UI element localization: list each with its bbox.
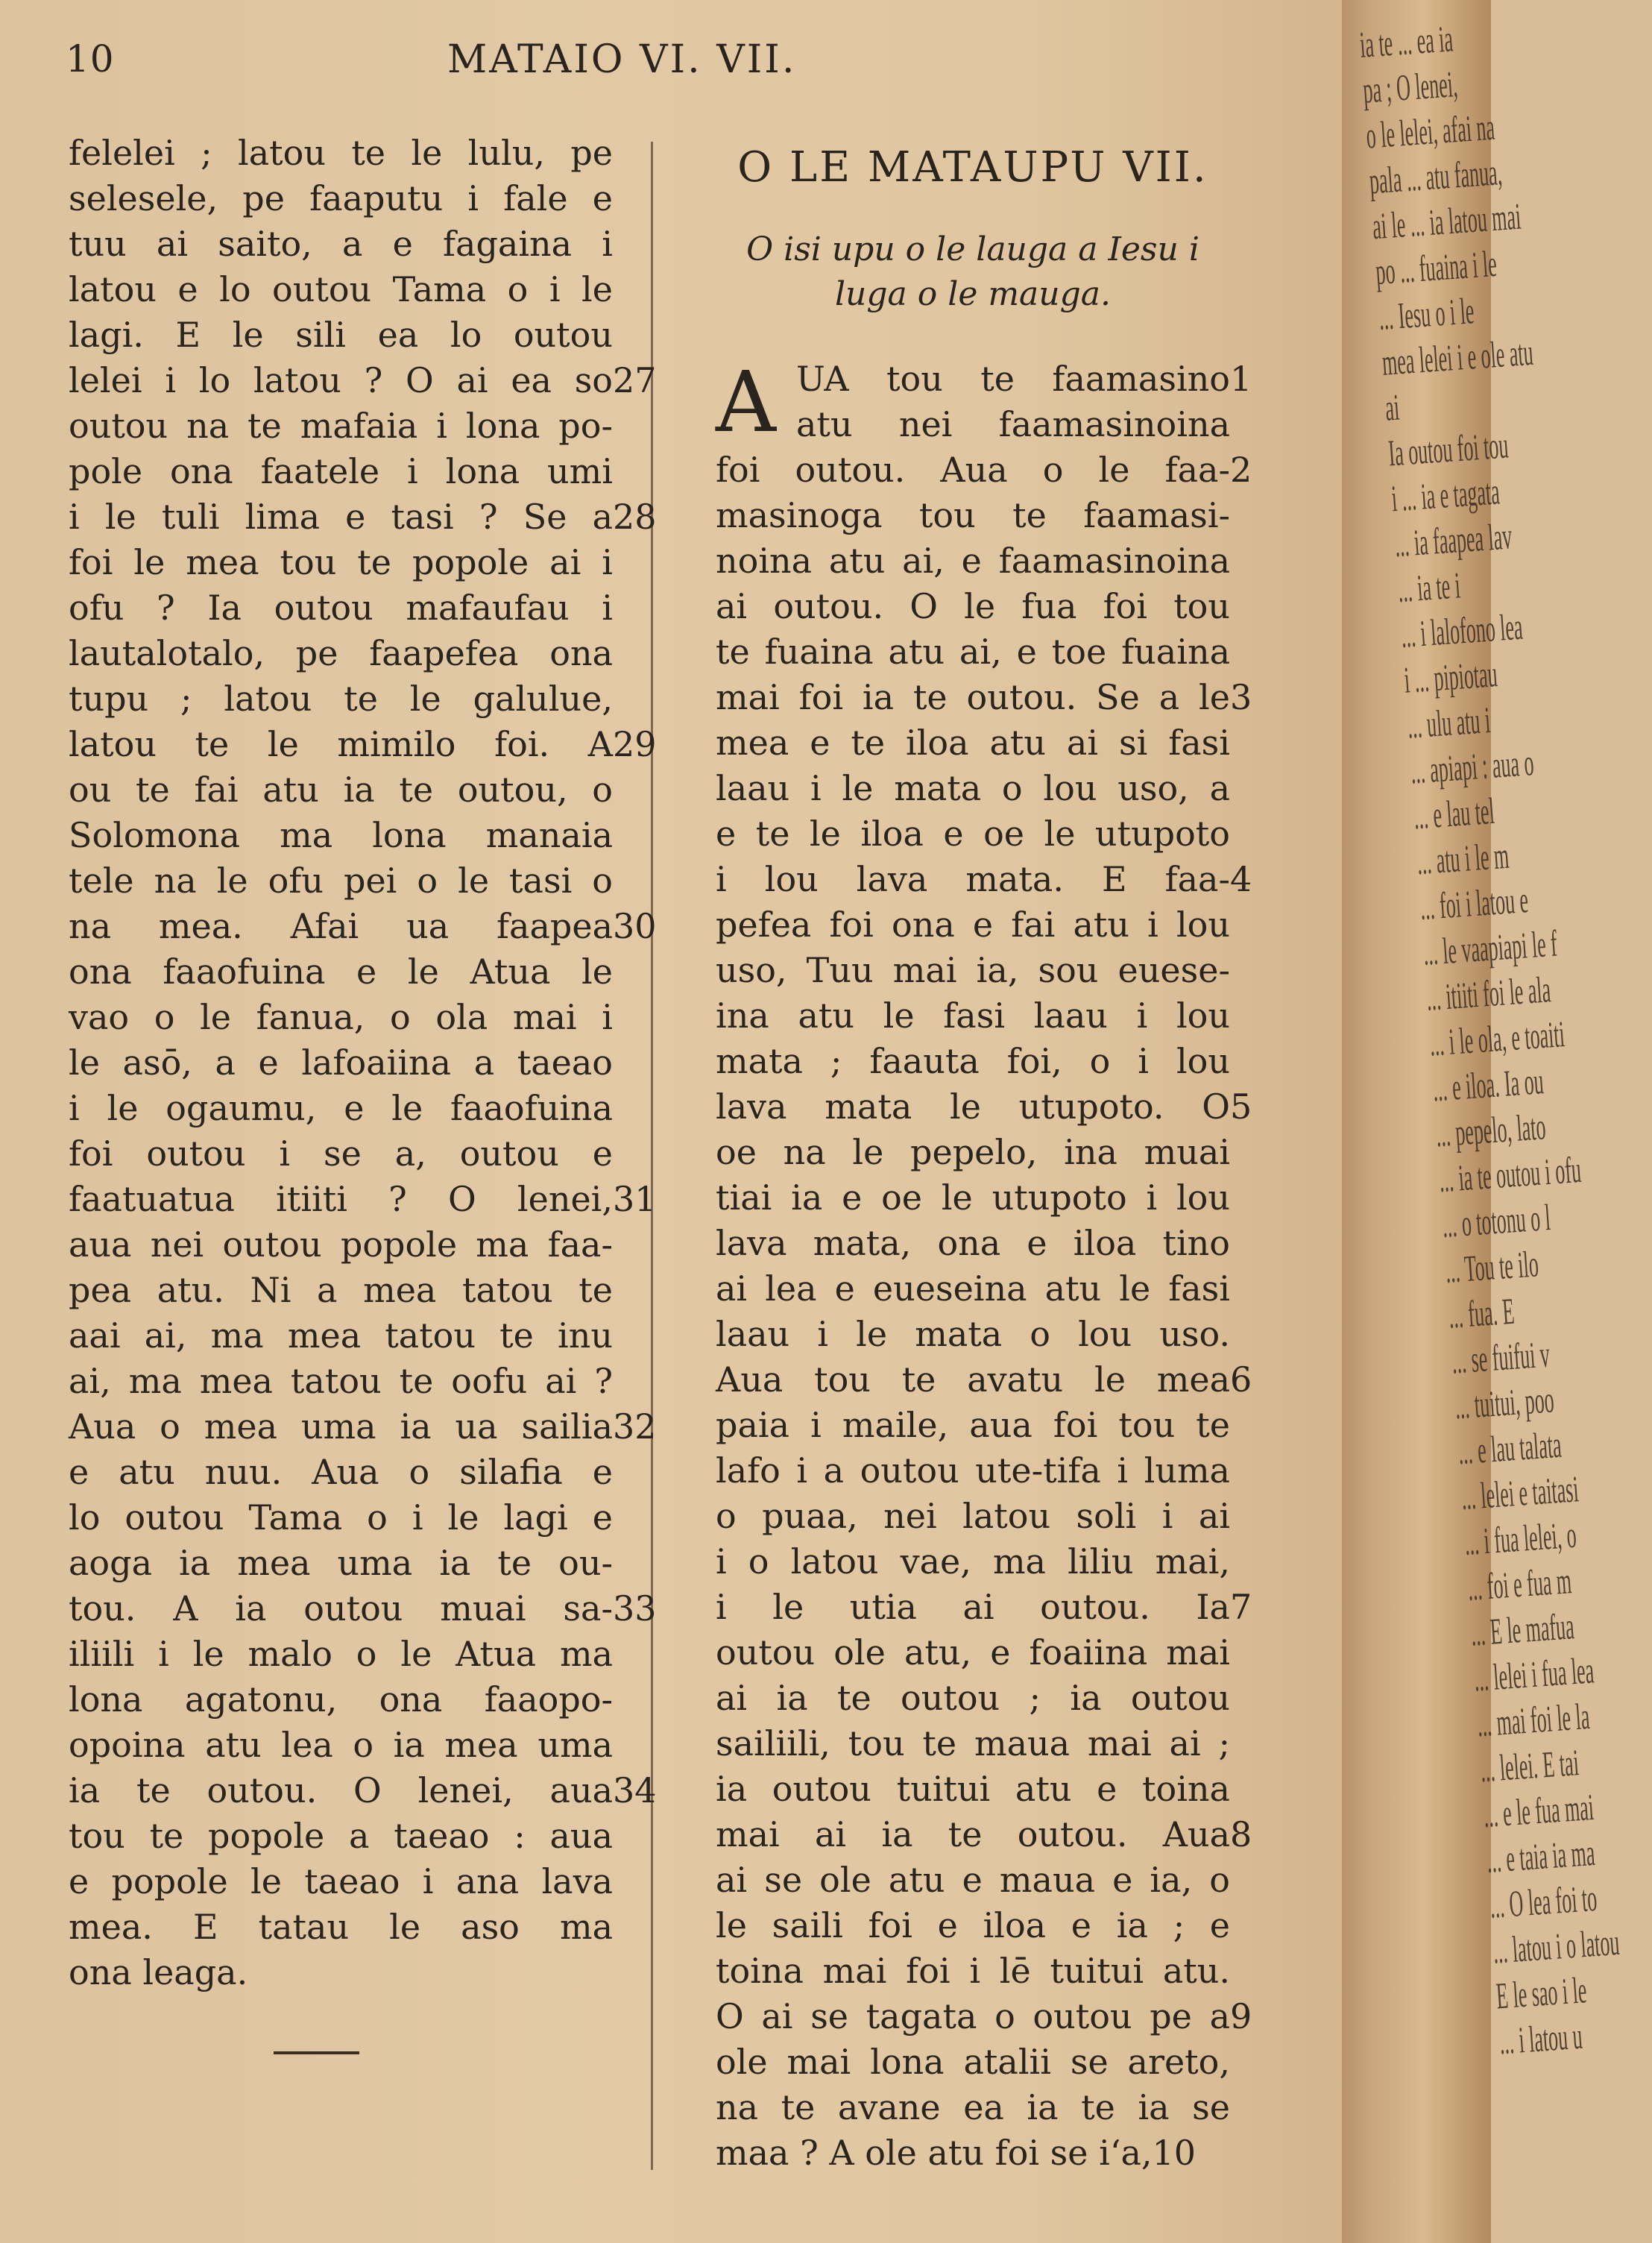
line-text: e te le iloa e oe le utupoto <box>716 814 1230 854</box>
verse-number: 5 <box>1230 1086 1252 1127</box>
text-line <box>716 675 1252 720</box>
facing-page-line: ... lelei i fua lea <box>1472 1649 1595 1699</box>
line-text: lona agatonu, ona faaopo- <box>69 1679 613 1720</box>
facing-page-line: ... fua. E <box>1447 1289 1516 1336</box>
text-line <box>716 2085 1230 2130</box>
line-text: sailiili, tou te maua mai ai ; <box>716 1723 1230 1764</box>
facing-page-line: ... lelei e taitasi <box>1460 1467 1580 1518</box>
line-text: laau i le mata o lou uso. <box>716 1314 1230 1354</box>
facing-page-line: ... e le fua mai <box>1482 1785 1595 1836</box>
text-line <box>716 538 1230 584</box>
text-line <box>716 1221 1230 1266</box>
line-text: ai, ma mea tatou te oofu ai ? <box>69 1361 613 1401</box>
line-text: tele na le ofu pei o le tasi o <box>69 861 613 901</box>
text-line <box>69 1632 613 1677</box>
text-line <box>69 1813 613 1859</box>
text-line <box>716 1448 1230 1494</box>
line-text: e atu nuu. Aua o silafia e <box>69 1452 613 1492</box>
text-line <box>716 1767 1230 1812</box>
line-text: o puaa, nei latou soli i ai <box>716 1496 1230 1536</box>
line-text: le saili foi e iloa e ia ; e <box>716 1905 1230 1945</box>
text-line <box>69 631 613 676</box>
verse-number: 32 <box>613 1406 657 1447</box>
text-line <box>716 766 1230 811</box>
text-line <box>716 447 1252 493</box>
line-text: Solomona ma lona manaia <box>69 815 613 855</box>
line-text: pefea foi ona e fai atu i lou <box>716 905 1230 945</box>
facing-page-line: ... e lau tel <box>1412 789 1496 837</box>
text-line <box>716 1903 1230 1948</box>
line-text: ai se ole atu e maua e ia, o <box>716 1860 1230 1900</box>
text-line <box>716 493 1230 538</box>
line-text: lava mata, ona e iloa tino <box>716 1223 1230 1263</box>
facing-page-line: ... lelei. E tai <box>1478 1741 1580 1790</box>
line-text: ai lea e eueseina atu le fasi <box>716 1268 1230 1309</box>
facing-page-line: ... i lalofono lea <box>1399 605 1525 655</box>
verse-number: 31 <box>613 1179 657 1219</box>
text-line <box>69 767 613 813</box>
facing-page-line: ... O lea foi to <box>1488 1876 1598 1926</box>
line-text: latou te le mimilo foi. A <box>69 724 613 764</box>
line-text: lelei i lo latou ? O ai ea so <box>69 360 613 400</box>
line-text: lagi. E le sili ea lo outou <box>69 315 613 355</box>
drop-cap: A <box>716 354 776 451</box>
line-text: i o latou vae, ma liliu mai, <box>716 1541 1230 1582</box>
line-text: ai ia te outou ; ia outou <box>716 1678 1230 1718</box>
line-text: Aua tou te avatu le mea <box>716 1359 1230 1400</box>
line-text: i le tuli lima e tasi ? Se a <box>69 497 613 537</box>
text-line <box>69 1222 613 1268</box>
text-line <box>69 1950 613 1995</box>
line-text: te fuaina atu ai, e toe fuaina <box>716 632 1230 672</box>
text-line <box>69 858 613 904</box>
line-text: aua nei outou popole ma faa- <box>69 1224 613 1265</box>
facing-page-line: i ... pipiotau <box>1402 652 1499 701</box>
text-line <box>716 1130 1230 1175</box>
right-column <box>716 354 1252 2176</box>
text-line <box>69 1450 613 1495</box>
text-line <box>69 1677 613 1723</box>
line-text: mai ai ia te outou. Aua <box>716 1814 1230 1855</box>
line-text: na te avane ea ia te ia se <box>716 2087 1230 2127</box>
text-line <box>69 1586 657 1632</box>
line-text: ina atu le fasi laau i lou <box>716 995 1230 1036</box>
text-line <box>716 2130 1230 2176</box>
text-line <box>716 1630 1230 1676</box>
text-line <box>69 403 613 449</box>
text-line <box>69 1723 613 1768</box>
text-line <box>716 356 1252 402</box>
facing-page-line: ... foi i latou e <box>1418 878 1530 928</box>
text-line <box>716 1994 1252 2039</box>
facing-page-line: ... atu i le m <box>1415 834 1510 883</box>
text-line <box>69 813 613 858</box>
text-line <box>69 130 613 176</box>
text-line <box>716 993 1230 1039</box>
line-text: UA tou te faamasino <box>796 359 1230 399</box>
line-text: outou ole atu, e foaiina mai <box>716 1632 1230 1673</box>
line-text: foi le mea tou te popole ai i <box>69 542 613 582</box>
verse-number: 10 <box>1152 2133 1197 2173</box>
text-line <box>69 312 613 358</box>
line-text: maa ? A ole atu foi se i‘a, <box>716 2133 1153 2173</box>
line-text: na mea. Afai ua faapea <box>69 906 613 946</box>
verse-number: 7 <box>1230 1587 1252 1627</box>
line-text: tupu ; latou te le galulue, <box>69 679 613 719</box>
line-text: latou e lo outou Tama o i le <box>69 269 613 309</box>
text-line <box>716 1539 1230 1585</box>
line-text: mata ; faauta foi, o i lou <box>716 1041 1230 1081</box>
line-text: i le ogaumu, e le faaofuina <box>69 1088 613 1128</box>
line-text: paia i maile, aua foi tou te <box>716 1405 1230 1445</box>
line-text: ona faaofuina e le Atua le <box>69 951 613 992</box>
text-line <box>716 1266 1230 1312</box>
text-line <box>716 811 1230 857</box>
facing-page-line: ... ia te outou i ofu <box>1437 1148 1583 1201</box>
line-text: aai ai, ma mea tatou te inu <box>69 1315 613 1356</box>
text-line <box>716 584 1230 629</box>
line-text: ofu ? Ia outou mafaufau i <box>69 588 613 628</box>
text-line <box>716 1312 1230 1357</box>
facing-page-line: ... i le ola, e toaiti <box>1428 1013 1566 1064</box>
facing-page-line: ... tuitui, poo <box>1453 1378 1556 1427</box>
line-text: tuu ai saito, a e fagaina i <box>69 224 613 264</box>
text-line <box>716 1948 1230 1994</box>
facing-page-line: ... E le mafua <box>1469 1605 1576 1654</box>
line-text: mea e te iloa atu ai si fasi <box>716 723 1230 763</box>
column-rule <box>651 142 653 2170</box>
text-line <box>69 1313 613 1359</box>
line-text: pea atu. Ni a mea tatou te <box>69 1270 613 1310</box>
facing-page-line: ... ia te i <box>1396 564 1462 611</box>
text-line <box>716 1403 1230 1448</box>
facing-page-line: ... Tou te ilo <box>1444 1242 1540 1291</box>
facing-page-line: ... foi e fua m <box>1466 1559 1573 1608</box>
text-line <box>716 1494 1230 1539</box>
text-line <box>69 1541 613 1586</box>
text-line <box>69 995 613 1040</box>
line-text: ia te outou. O lenei, aua <box>69 1770 613 1811</box>
text-line <box>716 1585 1252 1630</box>
text-line <box>716 1357 1252 1403</box>
verse-number: 34 <box>613 1770 657 1811</box>
text-line <box>69 904 657 949</box>
facing-page-line: ia te ... ea ia <box>1358 17 1454 66</box>
facing-page-line: ... i latou u <box>1498 2014 1584 2063</box>
facing-page-line: ... o totonu o l <box>1440 1196 1552 1245</box>
text-line <box>716 1857 1230 1903</box>
text-line <box>69 1040 613 1086</box>
line-text: aoga ia mea uma ia te ou- <box>69 1543 613 1583</box>
facing-page-line: o le lelei, afai na <box>1364 105 1496 157</box>
text-line <box>716 1039 1230 1084</box>
facing-page-line: ... e iloa. Ia ou <box>1431 1060 1545 1110</box>
verse-number: 8 <box>1230 1814 1252 1855</box>
facing-page-line: pa ; O lenei, <box>1361 62 1460 111</box>
line-text: i le utia ai outou. Ia <box>716 1587 1230 1627</box>
verse-number: 9 <box>1230 1996 1252 2036</box>
line-text: tou te popole a taeao : aua <box>69 1816 613 1856</box>
chapter-title: O LE MATAUPU VII. <box>737 143 1208 192</box>
facing-page-line: ... apiapi : aua o <box>1409 741 1536 792</box>
verse-number: 2 <box>1230 450 1252 490</box>
line-text: foi outou i se a, outou e <box>69 1133 613 1174</box>
line-text: selesele, pe faaputu i fale e <box>69 178 613 218</box>
line-text: toina mai foi i lē tuitui atu. <box>716 1951 1230 1991</box>
facing-page-line: ... ia faapea lav <box>1393 515 1513 565</box>
verse-number: 6 <box>1230 1359 1252 1400</box>
verse-number: 30 <box>613 906 657 946</box>
line-text: ona leaga. <box>69 1952 248 1992</box>
line-text: iliili i le malo o le Atua ma <box>69 1634 613 1674</box>
facing-page-line: pala ... atu fanua, <box>1367 151 1504 202</box>
text-line <box>716 1721 1230 1767</box>
text-line <box>69 1859 613 1904</box>
facing-page-line: ai le ... ia latou mai <box>1371 195 1522 248</box>
text-line <box>69 1131 613 1177</box>
facing-page-line: po ... fuaina i le <box>1374 242 1498 293</box>
text-line <box>69 1086 613 1131</box>
line-text: opoina atu lea o ia mea uma <box>69 1725 613 1765</box>
text-line <box>69 1404 657 1450</box>
facing-page-line: ... i fua lelei, o <box>1463 1513 1578 1563</box>
line-text: felelei ; latou te le lulu, pe <box>69 133 613 173</box>
text-line <box>716 902 1230 948</box>
text-line <box>69 1768 657 1813</box>
facing-page-line: ... e taia ia ma <box>1485 1831 1596 1881</box>
line-text: tiai ia e oe le utupoto i lou <box>716 1177 1230 1218</box>
page-number: 10 <box>66 37 115 81</box>
text-line <box>69 540 613 585</box>
line-text: lo outou Tama o i le lagi e <box>69 1497 613 1538</box>
facing-page-line: ... itiiti foi le ala <box>1425 968 1552 1019</box>
line-text: tou. A ia outou muai sa- <box>69 1588 613 1629</box>
facing-page-line: ... se fuifui v <box>1450 1333 1551 1382</box>
line-text: le asō, a e lafoaiina a taeao <box>69 1042 613 1083</box>
line-text: Aua o mea uma ia ua sailia <box>69 1406 613 1447</box>
line-text: faatuatua itiiti ? O lenei, <box>69 1179 613 1219</box>
line-text: foi outou. Aua o le faa- <box>716 450 1230 490</box>
facing-page-edge <box>1342 0 1621 2243</box>
line-text: masinoga tou te faamasi- <box>716 495 1230 535</box>
facing-page-line: E le sao i le <box>1495 1969 1589 2017</box>
line-text: lava mata le utupoto. O <box>716 1086 1230 1127</box>
line-text: ia outou tuitui atu e toina <box>716 1769 1230 1809</box>
chapter-summary: O isi upu o le lauga a Iesu i luga o le mauga. <box>746 230 1199 313</box>
text-line <box>69 449 613 494</box>
verse-number: 33 <box>613 1588 657 1629</box>
text-line <box>69 676 613 722</box>
facing-page-line: i ... ia e tagata <box>1390 470 1501 520</box>
facing-page-line: ... le vaapiapi le f <box>1422 922 1559 973</box>
line-text: uso, Tuu mai ia, sou euese- <box>716 950 1230 990</box>
text-line <box>716 857 1252 902</box>
verse-number: 3 <box>1230 677 1252 717</box>
facing-page-line: ... latou i o latou <box>1491 1920 1621 1972</box>
verse-number: 29 <box>613 724 657 764</box>
line-text: mai foi ia te outou. Se a le <box>716 677 1230 717</box>
text-line <box>716 629 1230 675</box>
text-line <box>69 1495 613 1541</box>
line-text: pole ona faatele i lona umi <box>69 451 613 491</box>
line-text: O ai se tagata o outou pe a <box>716 1996 1230 2036</box>
facing-page-text <box>1358 16 1621 2065</box>
text-line <box>69 358 657 403</box>
text-line <box>69 949 613 995</box>
text-line <box>69 1904 613 1950</box>
page-header <box>0 30 1364 89</box>
line-text: ou te fai atu ia te outou, o <box>69 770 613 810</box>
running-head: MATAIO VI. VII. <box>447 37 797 82</box>
text-line <box>716 402 1230 447</box>
line-text: e popole le taeao i ana lava <box>69 1861 613 1901</box>
text-line <box>716 948 1230 993</box>
line-text: ai outou. O le fua foi tou <box>716 586 1230 626</box>
facing-page-line: ... pepelo, lato <box>1434 1105 1548 1155</box>
line-text: i lou lava mata. E faa- <box>716 859 1230 899</box>
line-text: noina atu ai, e faamasinoina <box>716 541 1230 581</box>
verse-number: 27 <box>613 360 657 400</box>
facing-page-line: ... Iesu o i le <box>1377 289 1476 338</box>
text-line <box>69 267 613 312</box>
line-text: lautalotalo, pe faapefea ona <box>69 633 613 673</box>
text-line <box>69 221 613 267</box>
text-line <box>69 1177 657 1222</box>
line-text: mea. E tatau le aso ma <box>69 1907 613 1947</box>
verse-number: 1 <box>1230 359 1252 399</box>
text-line <box>69 494 657 540</box>
text-line <box>69 1359 613 1404</box>
line-text: ole mai lona atalii se areto, <box>716 2042 1230 2082</box>
line-text: laau i le mata o lou uso, a <box>716 768 1230 808</box>
left-column <box>69 130 657 1995</box>
text-line <box>716 1812 1252 1857</box>
line-text: oe na le pepelo, ina muai <box>716 1132 1230 1172</box>
text-line <box>716 2039 1230 2085</box>
line-text: outou na te mafaia i lona po- <box>69 406 613 446</box>
facing-page-line: ... ulu atu i <box>1405 699 1492 746</box>
text-line <box>69 176 613 221</box>
line-text: vao o le fanua, o ola mai i <box>69 997 613 1037</box>
verse-number: 4 <box>1230 859 1252 899</box>
text-line <box>69 585 613 631</box>
verse-number: 28 <box>613 497 657 537</box>
text-line <box>716 1175 1230 1221</box>
facing-page-line: mea lelei i e ole atu <box>1380 330 1535 383</box>
text-line <box>69 1268 613 1313</box>
text-line <box>716 1676 1230 1721</box>
facing-page-line: ... mai foi le la <box>1475 1694 1592 1745</box>
text-line <box>69 722 657 767</box>
section-end-rule <box>274 2051 359 2054</box>
line-text: atu nei faamasinoina <box>796 404 1230 444</box>
line-text: lafo i a outou ute-tifa i luma <box>716 1450 1230 1491</box>
facing-page-line: ... e lau talata <box>1457 1423 1563 1473</box>
text-line <box>716 1084 1252 1130</box>
facing-page-line: Ia outou foi tou <box>1387 424 1510 474</box>
text-line <box>716 720 1230 766</box>
facing-page-line: ai <box>1384 386 1401 429</box>
